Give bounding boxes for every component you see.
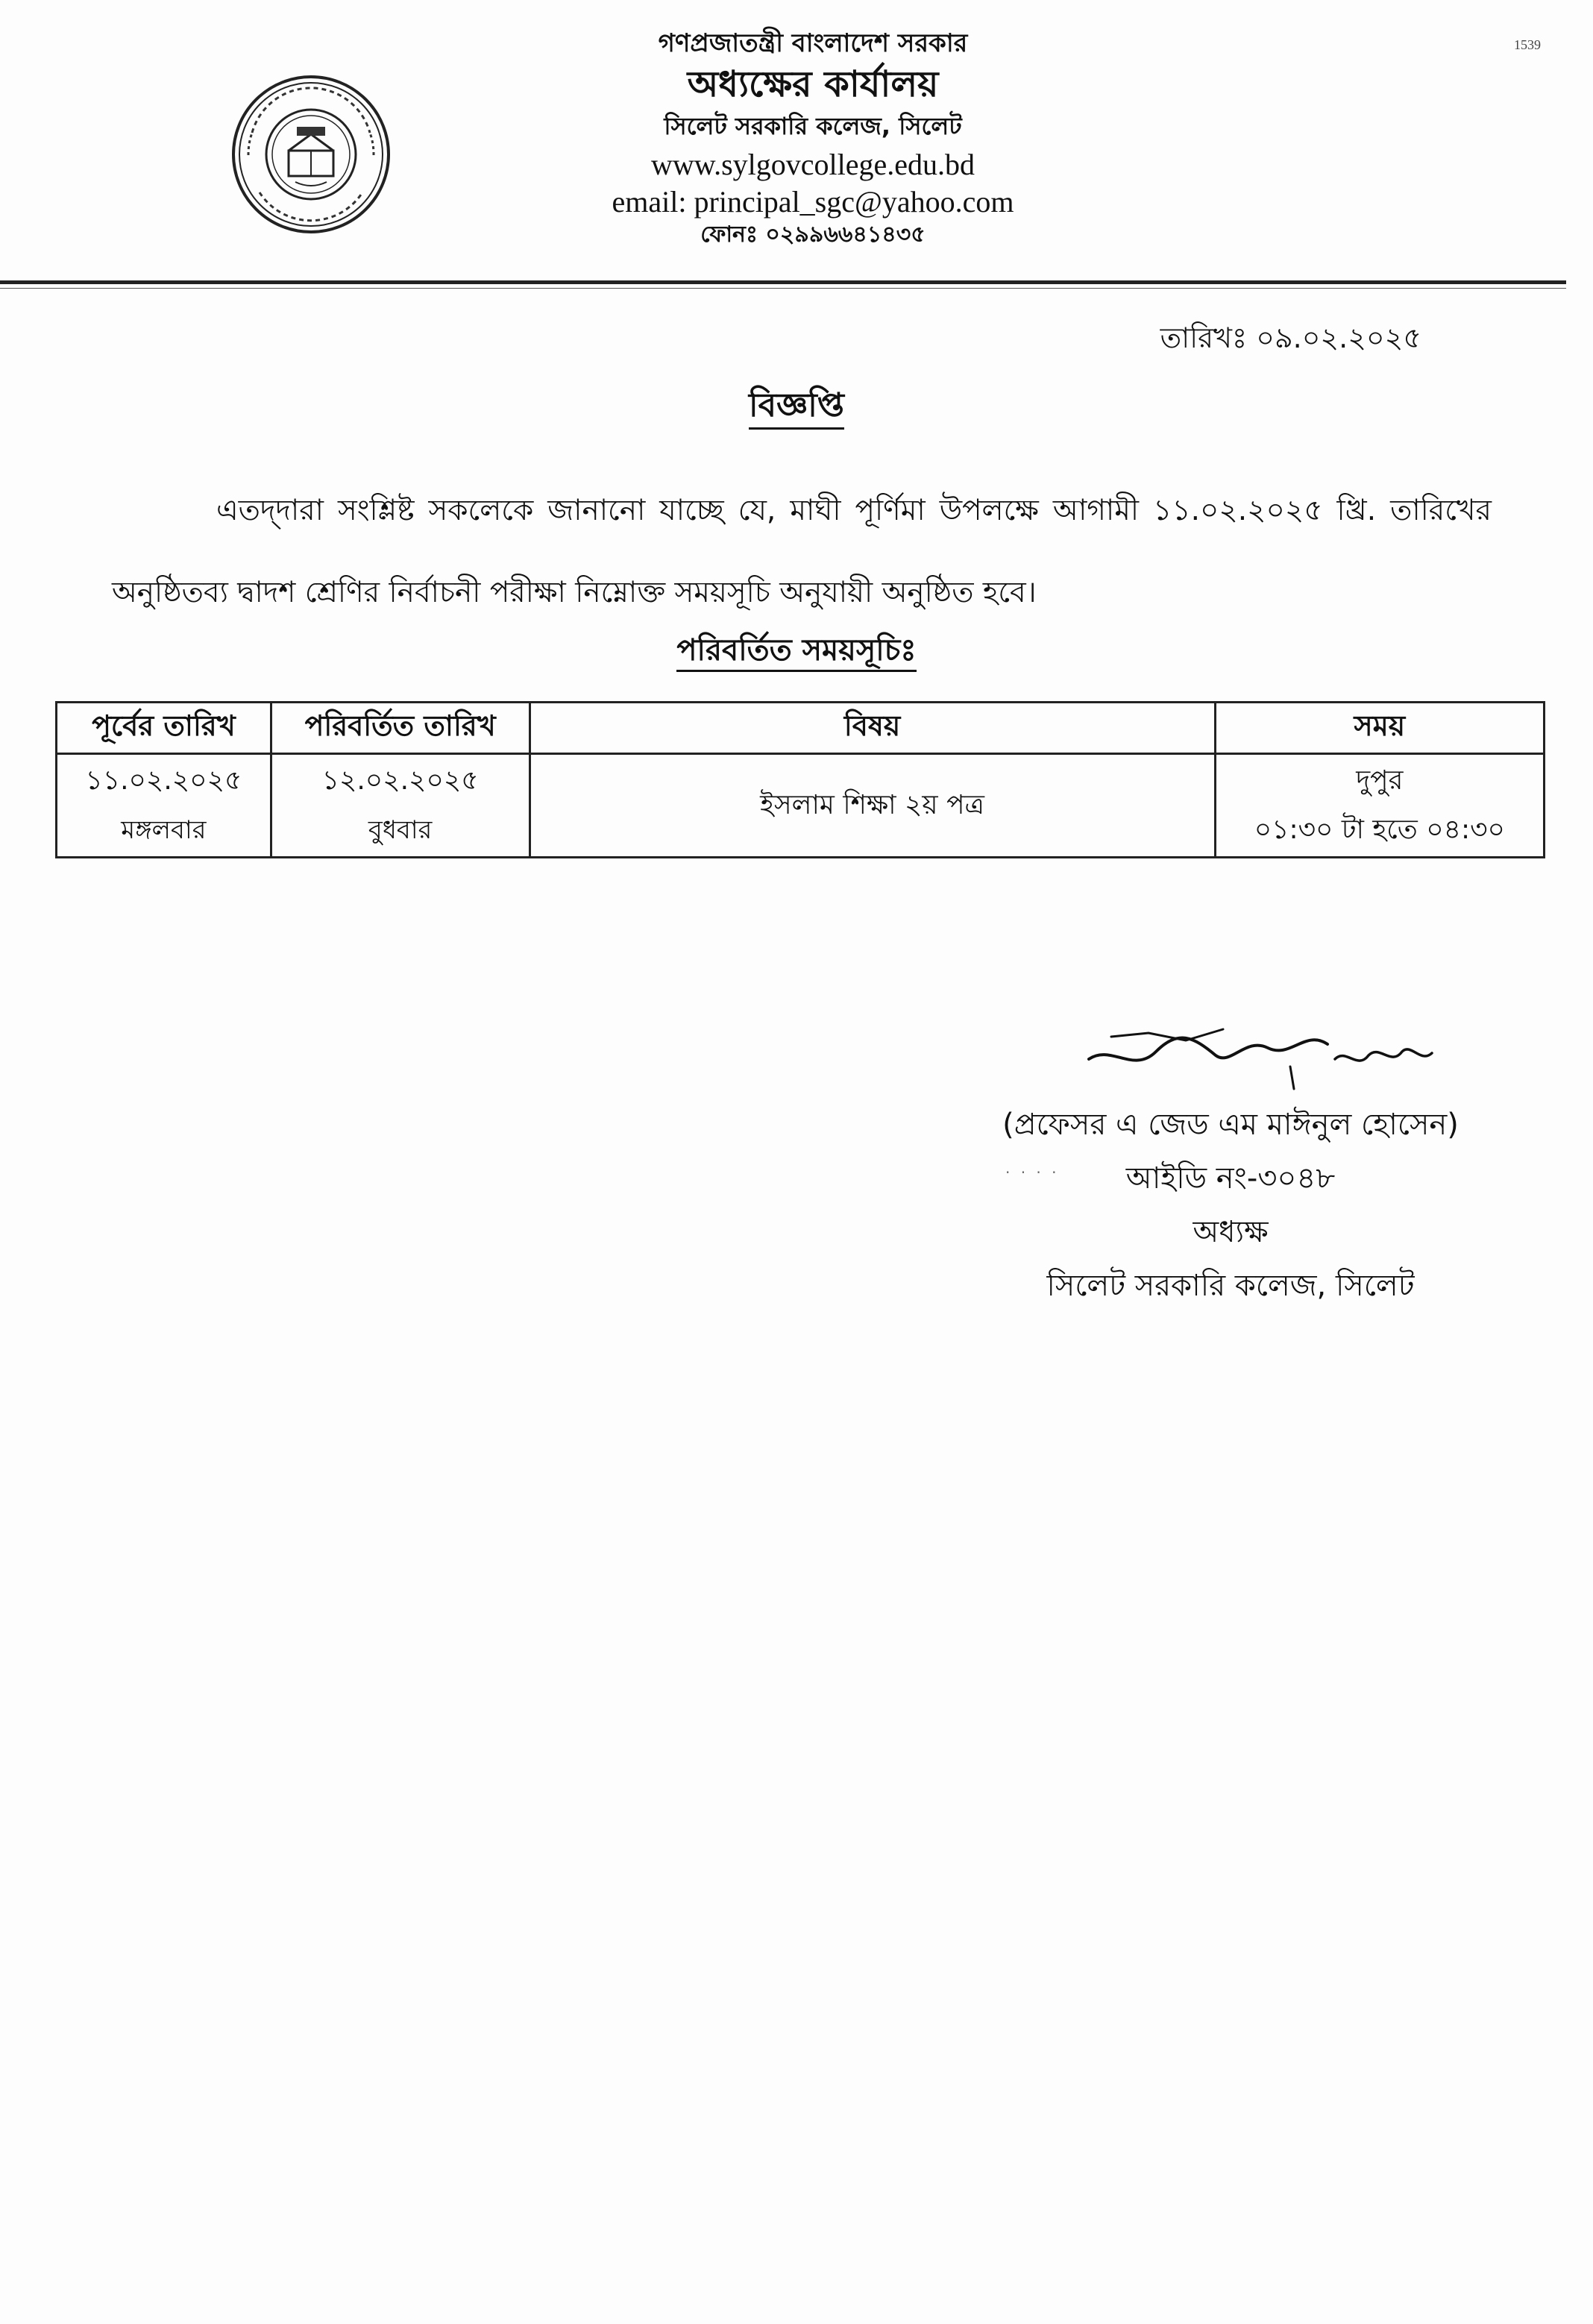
signatory-block bbox=[925, 1098, 1536, 1313]
college-seal-icon bbox=[230, 73, 392, 236]
cell-subject bbox=[530, 754, 1215, 858]
decorative-dots: · · · · bbox=[1005, 1163, 1060, 1181]
cell-new-date bbox=[271, 754, 530, 858]
phone: ফোনঃ ০২৯৯৬৬৪১৪৩৫ bbox=[700, 221, 926, 248]
header-old-date: পূর্বের তারিখ bbox=[57, 703, 271, 754]
signatory-id: আইডি নং-৩০৪৮ bbox=[1125, 1161, 1336, 1196]
time-range: ০১:৩০ টা হতে ০৪:৩০ bbox=[1254, 814, 1505, 845]
email: email: principal_sgc@yahoo.com bbox=[612, 184, 1014, 219]
table-row bbox=[57, 754, 1545, 858]
header-divider bbox=[0, 280, 1566, 284]
cell-old-date bbox=[57, 754, 271, 858]
header-subject: বিষয় bbox=[530, 703, 1215, 754]
notice-title: বিজ্ঞপ্তি bbox=[0, 380, 1593, 435]
header-time: সময় bbox=[1215, 703, 1544, 754]
table-header-row bbox=[57, 703, 1545, 754]
signatory-name: (প্রফেসর এ জেড এম মাঈনুল হোসেন) bbox=[1002, 1108, 1459, 1142]
header-new-date: পরিবর্তিত তারিখ bbox=[271, 703, 530, 754]
signatory-college: সিলেট সরকারি কলেজ, সিলেট bbox=[1046, 1269, 1415, 1303]
schedule-title: পরিবর্তিত সময়সূচিঃ bbox=[0, 626, 1593, 676]
old-date: ১১.০২.২০২৫ bbox=[85, 765, 242, 796]
government-name: গণপ্রজাতন্ত্রী বাংলাদেশ সরকার bbox=[658, 28, 968, 58]
college-name: সিলেট সরকারি কলেজ, সিলেট bbox=[664, 112, 962, 141]
handwritten-signature bbox=[1066, 1014, 1454, 1104]
new-day: বুধবার bbox=[368, 815, 433, 845]
subject: ইসলাম শিক্ষা ২য় পত্র bbox=[760, 790, 984, 820]
letterhead bbox=[418, 28, 1208, 248]
schedule-table bbox=[55, 701, 1545, 858]
office-name: অধ্যক্ষের কার্যালয় bbox=[687, 63, 939, 105]
website: www.sylgovcollege.edu.bd bbox=[651, 147, 975, 181]
time-label: দুপুর bbox=[1356, 765, 1404, 796]
notice-body: এতদ্‌দারা সংশ্লিষ্ট সকলেকে জানানো যাচ্ছে যে, মাঘী পূর্ণিমা উপলক্ষে আগামী ১১.০২.২০২৫ খ্রি. তারিখের অনুষ্ঠিতব্য দ্বাদশ শ্রেণির নির্বাচনী পরীক্ষা নিম্নোক্ত সময়সূচি অনুযায়ী অনুষ্ঠিত হবে। bbox=[112, 494, 1492, 609]
new-date: ১২.০২.২০২৫ bbox=[321, 765, 479, 796]
old-day: মঙ্গলবার bbox=[121, 815, 207, 845]
notice-date: তারিখঃ ০৯.০২.২০২৫ bbox=[1160, 321, 1421, 354]
signatory-designation: অধ্যক্ষ bbox=[1193, 1215, 1269, 1249]
stamp-number: 1539 bbox=[1514, 37, 1541, 52]
header-divider-thin bbox=[0, 288, 1566, 289]
cell-time bbox=[1215, 754, 1544, 858]
